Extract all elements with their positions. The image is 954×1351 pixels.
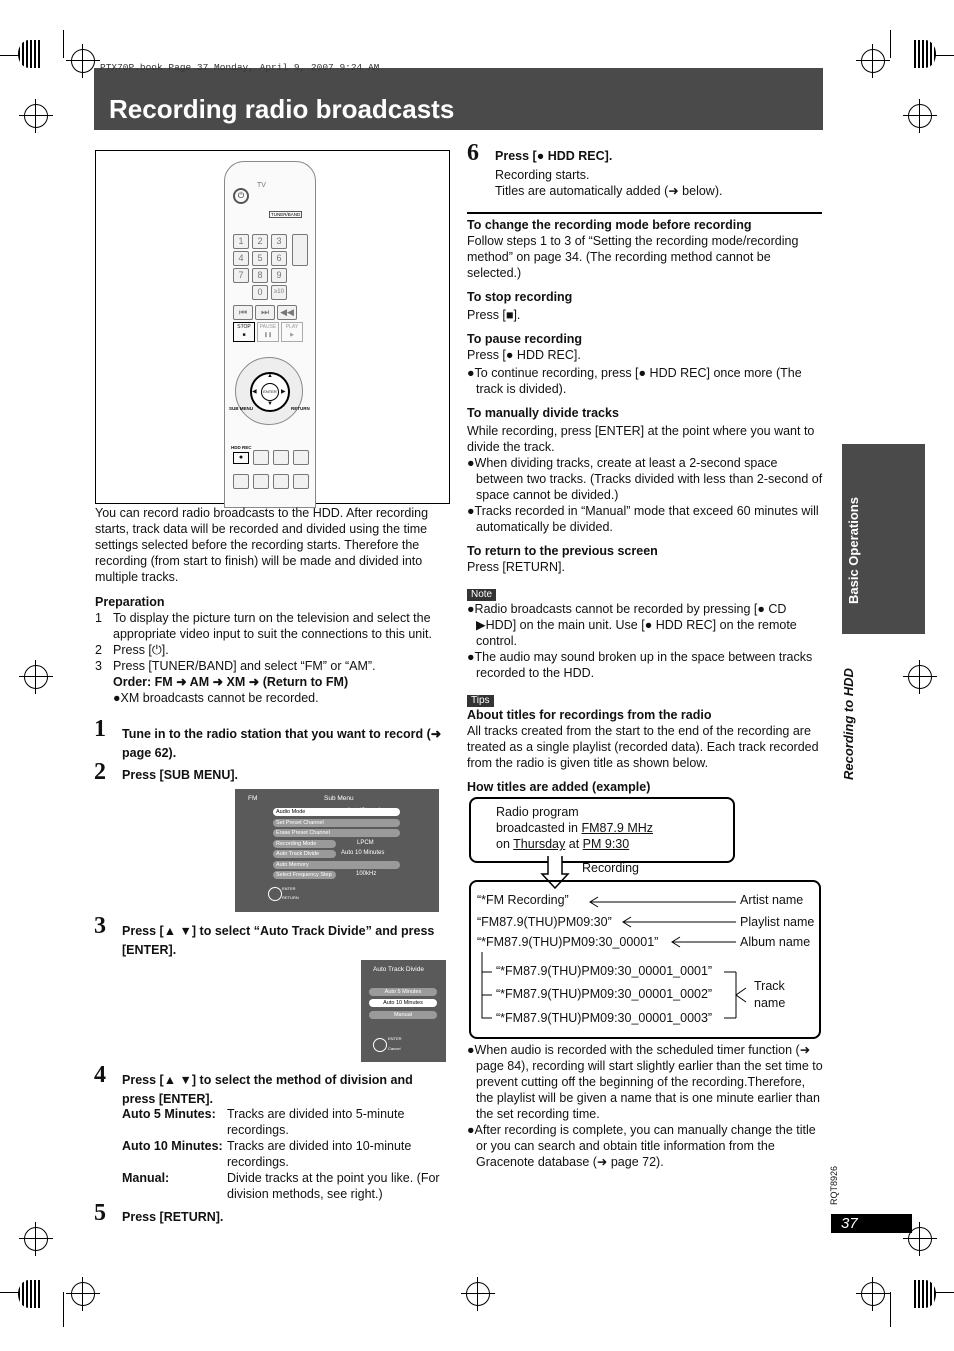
- recording-label: Recording: [582, 861, 639, 875]
- band-order: Order: FM ➜ AM ➜ XM ➜ (Return to FM): [113, 675, 349, 689]
- remote-button: [273, 474, 289, 489]
- print-header: PTX70P.book Page 37 Monday, April 9, 2007 9:24 AM: [100, 62, 380, 73]
- section-text: Press [● HDD REC].: [467, 348, 581, 362]
- sub-menu-label: SUB MENU: [229, 406, 254, 411]
- remote-button: [273, 450, 289, 465]
- digit-button: ≥10: [271, 285, 287, 300]
- section-heading: How titles are added (example): [467, 780, 651, 794]
- desc-line: recordings.: [227, 1123, 289, 1137]
- step-number: 5: [94, 1200, 106, 1226]
- menu-value: 100kHz: [356, 871, 377, 877]
- cancel-hint: Cancel: [388, 1046, 401, 1051]
- step-text: Tune in to the radio station that you want to record (➜ page 62).: [122, 727, 442, 760]
- step-text: Press [▲ ▼] to select the method of division and press [ENTER].: [122, 1073, 413, 1106]
- division-method-label: Auto 10 Minutes:: [122, 1139, 223, 1153]
- radio-program-text: [496, 804, 653, 852]
- remote-button: [253, 474, 269, 489]
- intro-paragraph: You can record radio broadcasts to the HDD. After recording starts, track data will be recorded and divided using the time settings selected before the recording starts. Therefore the recording (from start to finish) will be made and divided into multiple tracks.: [95, 506, 429, 584]
- preparation-item-number: 2: [95, 643, 102, 657]
- digit-button: 7: [233, 268, 249, 283]
- section-text: Press [■].: [467, 308, 521, 322]
- preparation-item: [95, 610, 445, 642]
- hdd-rec-label: HDD REC: [231, 445, 252, 450]
- down-arrow-icon: ▼: [267, 401, 273, 407]
- enter-icon: [373, 1038, 387, 1052]
- section-bullet: ●To continue recording, press [● HDD REC] once more (The track is divided).: [467, 366, 802, 396]
- xm-note: ●XM broadcasts cannot be recorded.: [113, 691, 319, 705]
- section-heading: About titles for recordings from the radio: [467, 708, 712, 722]
- section-heading: To manually divide tracks: [467, 406, 619, 420]
- preparation-item-number: 3: [95, 659, 102, 673]
- track-label: Track: [754, 979, 785, 993]
- division-methods: [122, 1106, 446, 1202]
- right-column-sections: [467, 217, 823, 795]
- note-bullet: ●The audio may sound broken up in the space between tracks recorded to the HDD.: [467, 650, 813, 680]
- step-detail: Recording starts.: [495, 168, 590, 182]
- tuner-band-button: TUNER/BAND: [271, 212, 301, 217]
- section-heading: To stop recording: [467, 290, 573, 304]
- rewind-icon: ◀◀: [277, 305, 297, 320]
- remote-button: [293, 450, 309, 465]
- enter-hint: ENTER: [282, 886, 296, 891]
- menu-value: LPCM: [357, 840, 374, 846]
- step-number: 3: [94, 913, 106, 939]
- digit-button: 6: [271, 251, 287, 266]
- section-text: Press [RETURN].: [467, 560, 565, 574]
- navigation-ring: [235, 357, 303, 425]
- right-arrow-icon: ▶: [281, 389, 286, 395]
- screen-title: Sub Menu: [324, 795, 354, 802]
- section-heading: To change the recording mode before recording: [467, 218, 752, 232]
- division-method-desc: [227, 1106, 404, 1138]
- option-auto-10[interactable]: Auto 10 Minutes: [369, 999, 437, 1007]
- registration-mark: [24, 665, 48, 689]
- page-title: Recording radio broadcasts: [109, 94, 455, 124]
- remote-illustration-frame: [95, 150, 450, 504]
- step-detail: Titles are automatically added (➜ below).: [495, 184, 723, 198]
- screen-title: Auto Track Divide: [373, 966, 424, 973]
- step-text: Press [▲ ▼] to select “Auto Track Divide” and press [ENTER].: [122, 924, 435, 957]
- digit-button: 1: [233, 234, 249, 249]
- menu-item-set-preset[interactable]: Set Preset Channel: [273, 819, 400, 827]
- remote-button: [233, 474, 249, 489]
- registration-mark: [861, 1282, 885, 1306]
- preparation-item-number: 1: [95, 611, 102, 625]
- menu-item-auto-track-divide[interactable]: Auto Track Divide: [273, 850, 336, 858]
- division-method-desc: [227, 1138, 411, 1170]
- time: PM 9:30: [582, 837, 630, 851]
- day: Thursday: [513, 837, 566, 851]
- division-method-label: Manual:: [122, 1171, 170, 1185]
- left-arrow-icon: ◀: [252, 389, 257, 395]
- crop-mark: [890, 1292, 891, 1327]
- side-tab-label: Basic Operations: [846, 497, 861, 604]
- enter-button: ENTER: [261, 383, 279, 401]
- division-method: [122, 1170, 446, 1202]
- registration-mark: [71, 1282, 95, 1306]
- menu-value: Auto(Stereo): [347, 808, 382, 814]
- note-bullet: ●When audio is recorded with the scheduled timer function (➜ page 84), recording will start slightly earlier than the set time to prevent cutting off the beginning of the recording.Therefore, the playlist will be given a name that is one minute earlier than the set recording time.: [467, 1043, 823, 1121]
- digit-button: 0: [252, 285, 268, 300]
- color-bar-mark: [914, 1280, 936, 1308]
- section-bullet: ●Tracks recorded in “Manual” mode that exceed 60 minutes will automatically be divided.: [467, 504, 819, 534]
- preparation-item-text: Press [TUNER/BAND] and select “FM” or “AM”.: [113, 659, 376, 673]
- step-number: 1: [94, 716, 106, 742]
- band-indicator: FM: [248, 795, 258, 802]
- section-divider: [467, 212, 822, 214]
- enter-hint: ENTER: [388, 1036, 402, 1041]
- step-number: 4: [94, 1062, 106, 1088]
- program-line: broadcasted in: [496, 821, 582, 835]
- title-bar: [94, 68, 823, 130]
- section-heading: To return to the previous screen: [467, 544, 658, 558]
- return-label: RETURN: [291, 406, 310, 411]
- playlist-example: “FM87.9(THU)PM09:30”: [477, 915, 612, 929]
- registration-mark: [908, 665, 932, 689]
- remote-button: [293, 474, 309, 489]
- preparation-item: [95, 642, 445, 658]
- track-example: “*FM87.9(THU)PM09:30_00001_0002”: [496, 987, 713, 1001]
- side-tab: [842, 444, 925, 634]
- section-text: While recording, press [ENTER] at the point where you want to divide the track.: [467, 424, 815, 454]
- digit-button: 9: [271, 268, 287, 283]
- preparation-item: [95, 658, 445, 674]
- hdd-rec-button: ●: [233, 452, 249, 464]
- division-method: [122, 1138, 446, 1170]
- power-button: ⏻: [233, 188, 249, 204]
- playlist-label: Playlist name: [740, 915, 815, 929]
- registration-mark: [466, 1282, 490, 1306]
- track-example: “*FM87.9(THU)PM09:30_00001_0001”: [496, 964, 713, 978]
- menu-item-frequency-step[interactable]: Select Frequency Step: [273, 871, 336, 879]
- auto-track-divide-screen: [361, 960, 446, 1062]
- menu-value: Auto 10 Minutes: [341, 850, 385, 856]
- division-method-label: Auto 5 Minutes:: [122, 1107, 216, 1121]
- registration-mark: [71, 49, 95, 73]
- step-text: Press [SUB MENU].: [122, 768, 238, 782]
- crop-mark: [63, 30, 64, 58]
- bottom-notes: [467, 1042, 823, 1170]
- desc-line: recordings.: [227, 1155, 289, 1169]
- desc-line: division methods, see right.): [227, 1187, 383, 1201]
- registration-mark: [908, 104, 932, 128]
- remote-button: [253, 450, 269, 465]
- menu-item-erase-preset[interactable]: Erase Preset Channel: [273, 829, 400, 837]
- digit-button: 3: [271, 234, 287, 249]
- tv-label: TV: [257, 182, 266, 189]
- preparation-item-text: To display the picture turn on the television and select the appropriate video input to suit the connections to this unit.: [113, 611, 432, 641]
- album-label: Album name: [740, 935, 811, 949]
- side-section-label: Recording to HDD: [841, 668, 856, 780]
- note-label: Note: [467, 589, 496, 601]
- preparation-heading: Preparation: [95, 595, 165, 609]
- note-bullet: ●After recording is complete, you can manually change the title or you can search and obtain title information from the Gracenote database (➜ page 72).: [467, 1123, 816, 1169]
- color-bar-mark: [18, 1280, 40, 1308]
- page-number: 37: [831, 1214, 912, 1233]
- stop-label: STOP: [237, 324, 251, 330]
- stop-button: STOP ■: [233, 322, 255, 342]
- registration-mark: [24, 1227, 48, 1251]
- color-bar-mark: [914, 40, 936, 68]
- digit-button: 8: [252, 268, 268, 283]
- artist-label: Artist name: [740, 893, 804, 907]
- sub-menu-screen: [235, 789, 439, 912]
- frequency: FM87.9 MHz: [581, 821, 654, 835]
- section-text: All tracks created from the start to the end of the recording are treated as a single playlist (recorded data). Each track recorded from the radio is given title as shown below.: [467, 724, 819, 770]
- artist-example: “*FM Recording”: [477, 893, 569, 907]
- remote-control: [224, 161, 316, 508]
- step-text: Press [● HDD REC].: [495, 149, 613, 163]
- section-heading: To pause recording: [467, 332, 583, 346]
- program-line: Radio program: [496, 805, 579, 819]
- navigation-pad: [250, 372, 290, 412]
- note-bullet: ●Radio broadcasts cannot be recorded by pressing [● CD ▶HDD] on the main unit. Use [● HDD REC] on the remote control.: [467, 602, 797, 648]
- album-example: “*FM87.9(THU)PM09:30_00001”: [477, 935, 659, 949]
- registration-mark: [861, 49, 885, 73]
- track-label: name: [754, 996, 786, 1010]
- step-text: Press [RETURN].: [122, 1210, 224, 1224]
- program-line: at: [565, 837, 583, 851]
- play-label: PLAY: [285, 324, 299, 330]
- preparation-item-text: Press [⏻].: [113, 643, 169, 657]
- crop-mark: [63, 1292, 64, 1327]
- play-button: PLAY ▶: [281, 322, 303, 342]
- pause-label: PAUSE: [259, 324, 277, 330]
- up-arrow-icon: ▲: [267, 373, 273, 379]
- document-code: RQT8926: [829, 1165, 839, 1205]
- pause-button: PAUSE ❚❚: [257, 322, 279, 342]
- desc-line: Tracks are divided into 5-minute: [227, 1107, 405, 1121]
- division-method-desc: [227, 1170, 440, 1202]
- registration-mark: [24, 104, 48, 128]
- option-manual[interactable]: Manual: [369, 1011, 437, 1019]
- digit-button: 2: [252, 234, 268, 249]
- menu-item-audio-mode[interactable]: Audio Mode: [273, 808, 400, 816]
- skip-forward-icon: ⏭: [255, 305, 275, 320]
- tips-label: Tips: [467, 695, 494, 707]
- digit-button: 4: [233, 251, 249, 266]
- skip-back-icon: ⏮: [233, 305, 253, 320]
- step-number: 6: [467, 140, 479, 166]
- option-auto-5[interactable]: Auto 5 Minutes: [369, 988, 437, 996]
- desc-line: Divide tracks at the point you like. (For: [227, 1171, 440, 1185]
- division-method: [122, 1106, 446, 1138]
- color-bar-mark: [18, 40, 40, 68]
- digit-button: 5: [252, 251, 268, 266]
- volume-rocker: [292, 234, 308, 266]
- menu-item-recording-mode[interactable]: Recording Mode: [273, 840, 336, 848]
- enter-icon: [268, 887, 282, 901]
- section-text: Follow steps 1 to 3 of “Setting the recording mode/recording method” on page 34. (The recording method cannot be selected.): [467, 234, 799, 280]
- track-example: “*FM87.9(THU)PM09:30_00001_0003”: [496, 1011, 713, 1025]
- section-bullet: ●When dividing tracks, create at least a 2-second space between two tracks. (Tracks divided with less than 2-second of space cannot be divided.): [467, 456, 823, 502]
- menu-item-auto-memory[interactable]: Auto Memory: [273, 861, 400, 869]
- preparation-list: [95, 610, 445, 706]
- desc-line: Tracks are divided into 10-minute: [227, 1139, 412, 1153]
- return-hint: RETURN: [282, 895, 299, 900]
- step-number: 2: [94, 759, 106, 785]
- crop-mark: [890, 30, 891, 58]
- program-line: on: [496, 837, 514, 851]
